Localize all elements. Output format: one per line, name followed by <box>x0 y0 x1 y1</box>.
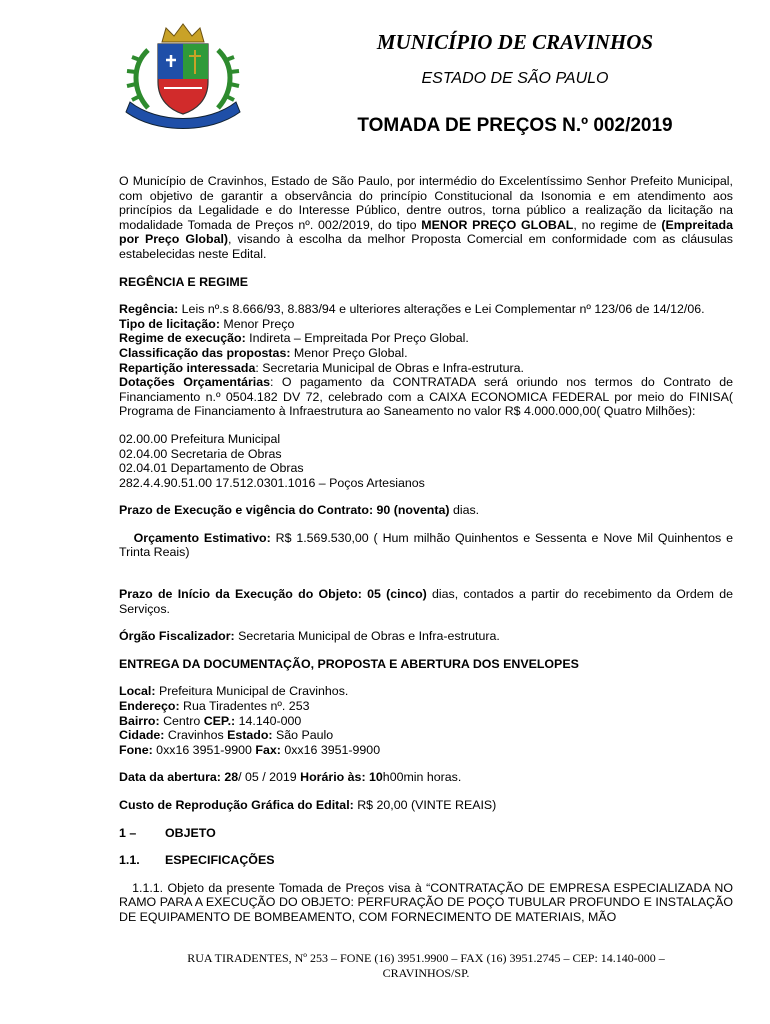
document-title: TOMADA DE PREÇOS N.º 002/2019 <box>357 115 673 136</box>
municipality-title: MUNICÍPIO DE CRAVINHOS <box>376 30 654 54</box>
prazo-execucao: Prazo de Execução e vigência do Contrato: 90 (noventa) dias. <box>119 503 480 518</box>
section-objeto: 1 – OBJETO <box>119 825 216 840</box>
list-item: 282.4.4.90.51.00 17.512.0301.1016 – Poços Artesianos <box>119 475 425 490</box>
dotacoes-list <box>119 432 733 490</box>
entrega-block: Local: Prefeitura Municipal de Cravinhos. Endereço: Rua Tiradentes nº. 253 Bairro: Centro CEP.: 14.140-000 Cidade: Cravinhos Estado: São Paulo Fone: 0xx16 3951-9900 Fax: 0xx16 3951-9900 <box>119 684 381 757</box>
municipal-crest-icon <box>118 20 248 130</box>
orcamento-estimativo: Orçamento Estimativo: R$ 1.569.530,00 ( Hum milhão Quinhentos e Sessenta e Nove Mil Quinhentos e Trinta Reais) <box>119 530 737 560</box>
custo-reproducao: Custo de Reprodução Gráfica do Edital: R$ 20,00 (VINTE REAIS) <box>119 798 497 812</box>
list-item: 02.00.00 Prefeitura Municipal <box>119 431 281 446</box>
state-subtitle: ESTADO DE SÃO PAULO <box>421 70 609 87</box>
list-item: 02.04.00 Secretaria de Obras <box>119 446 282 461</box>
orgao-fiscalizador: Órgão Fiscalizador: Secretaria Municipal de Obras e Infra-estrutura. <box>119 629 500 644</box>
document-body <box>119 174 737 925</box>
item-1-1-1: 1.1.1. Objeto da presente Tomada de Preços visa à “CONTRATAÇÃO DE EMPRESA ESPECIALIZADA NO RAMO PARA A EXECUÇÃO DO OBJETO: PERFURAÇÃO DE POÇO TUBULAR PROFUNDO E INSTALAÇÃO DE EQUIPAMENTO DE BOMBEAMENTO, COM FORNECIMENTO DE MATERIAIS, MÃO <box>119 880 737 924</box>
prazo-inicio: Prazo de Início da Execução do Objeto: 05 (cinco) dias, contados a partir do recebimento da Ordem de Serviços. <box>119 587 733 616</box>
entrega-heading: ENTREGA DA DOCUMENTAÇÃO, PROPOSTA E ABERTURA DOS ENVELOPES <box>119 656 579 671</box>
section-especificacoes: 1.1. ESPECIFICAÇÕES <box>119 853 275 868</box>
list-item: 02.04.01 Departamento de Obras <box>119 461 304 476</box>
data-abertura: Data da abertura: 28/ 05 / 2019 Horário às: 10h00min horas. <box>119 770 462 785</box>
intro-paragraph: O Município de Cravinhos, Estado de São Paulo, por intermédio do Excelentíssimo Senhor Prefeito Municipal, com objetivo de garantir a observância do princípio Constitucional da Isonomia e em atendimento aos princípios da Legalidade e do Interesse Público, dentre outros, torna público a realização da licitação na modalidade Tomada de Preços nº. 002/2019, do tipo MENOR PREÇO GLOBAL, no regime de (Empreitada por Preço Global), visando à escolha da melhor Proposta Comercial em conformidade com as cláusulas estabelecidas neste Edital. <box>119 174 733 261</box>
regencia-block: Regência: Leis nº.s 8.666/93, 8.883/94 e ulteriores alterações e Lei Complementar nº 123/06 de 14/12/06. Tipo de licitação: Menor Preço Regime de execução: Indireta – Empreitada Por Preço Global. Classificação das propostas: Menor Preço Global. Repartição interessada: Secretaria Municipal de Obras e Infra-estrutura. Dotações Orçamentárias: O pagamento da CONTRATADA será oriundo nos termos do Contrato de Financiamento n.º 0504.182 DV 72, celebrado com a CAIXA ECONOMICA FEDERAL por meio do FINISA( Programa de Financiamento à Infraestrutura ao Saneamento no valor R$ 4.000.000,00( Quatro Milhões): <box>119 302 733 419</box>
page-footer: RUA TIRADENTES, Nº 253 – FONE (16) 3951.9900 – FAX (16) 3951.2745 – CEP: 14.140-000 – CRAVINHOS/SP. <box>187 951 665 980</box>
regencia-heading: REGÊNCIA E REGIME <box>119 274 248 289</box>
